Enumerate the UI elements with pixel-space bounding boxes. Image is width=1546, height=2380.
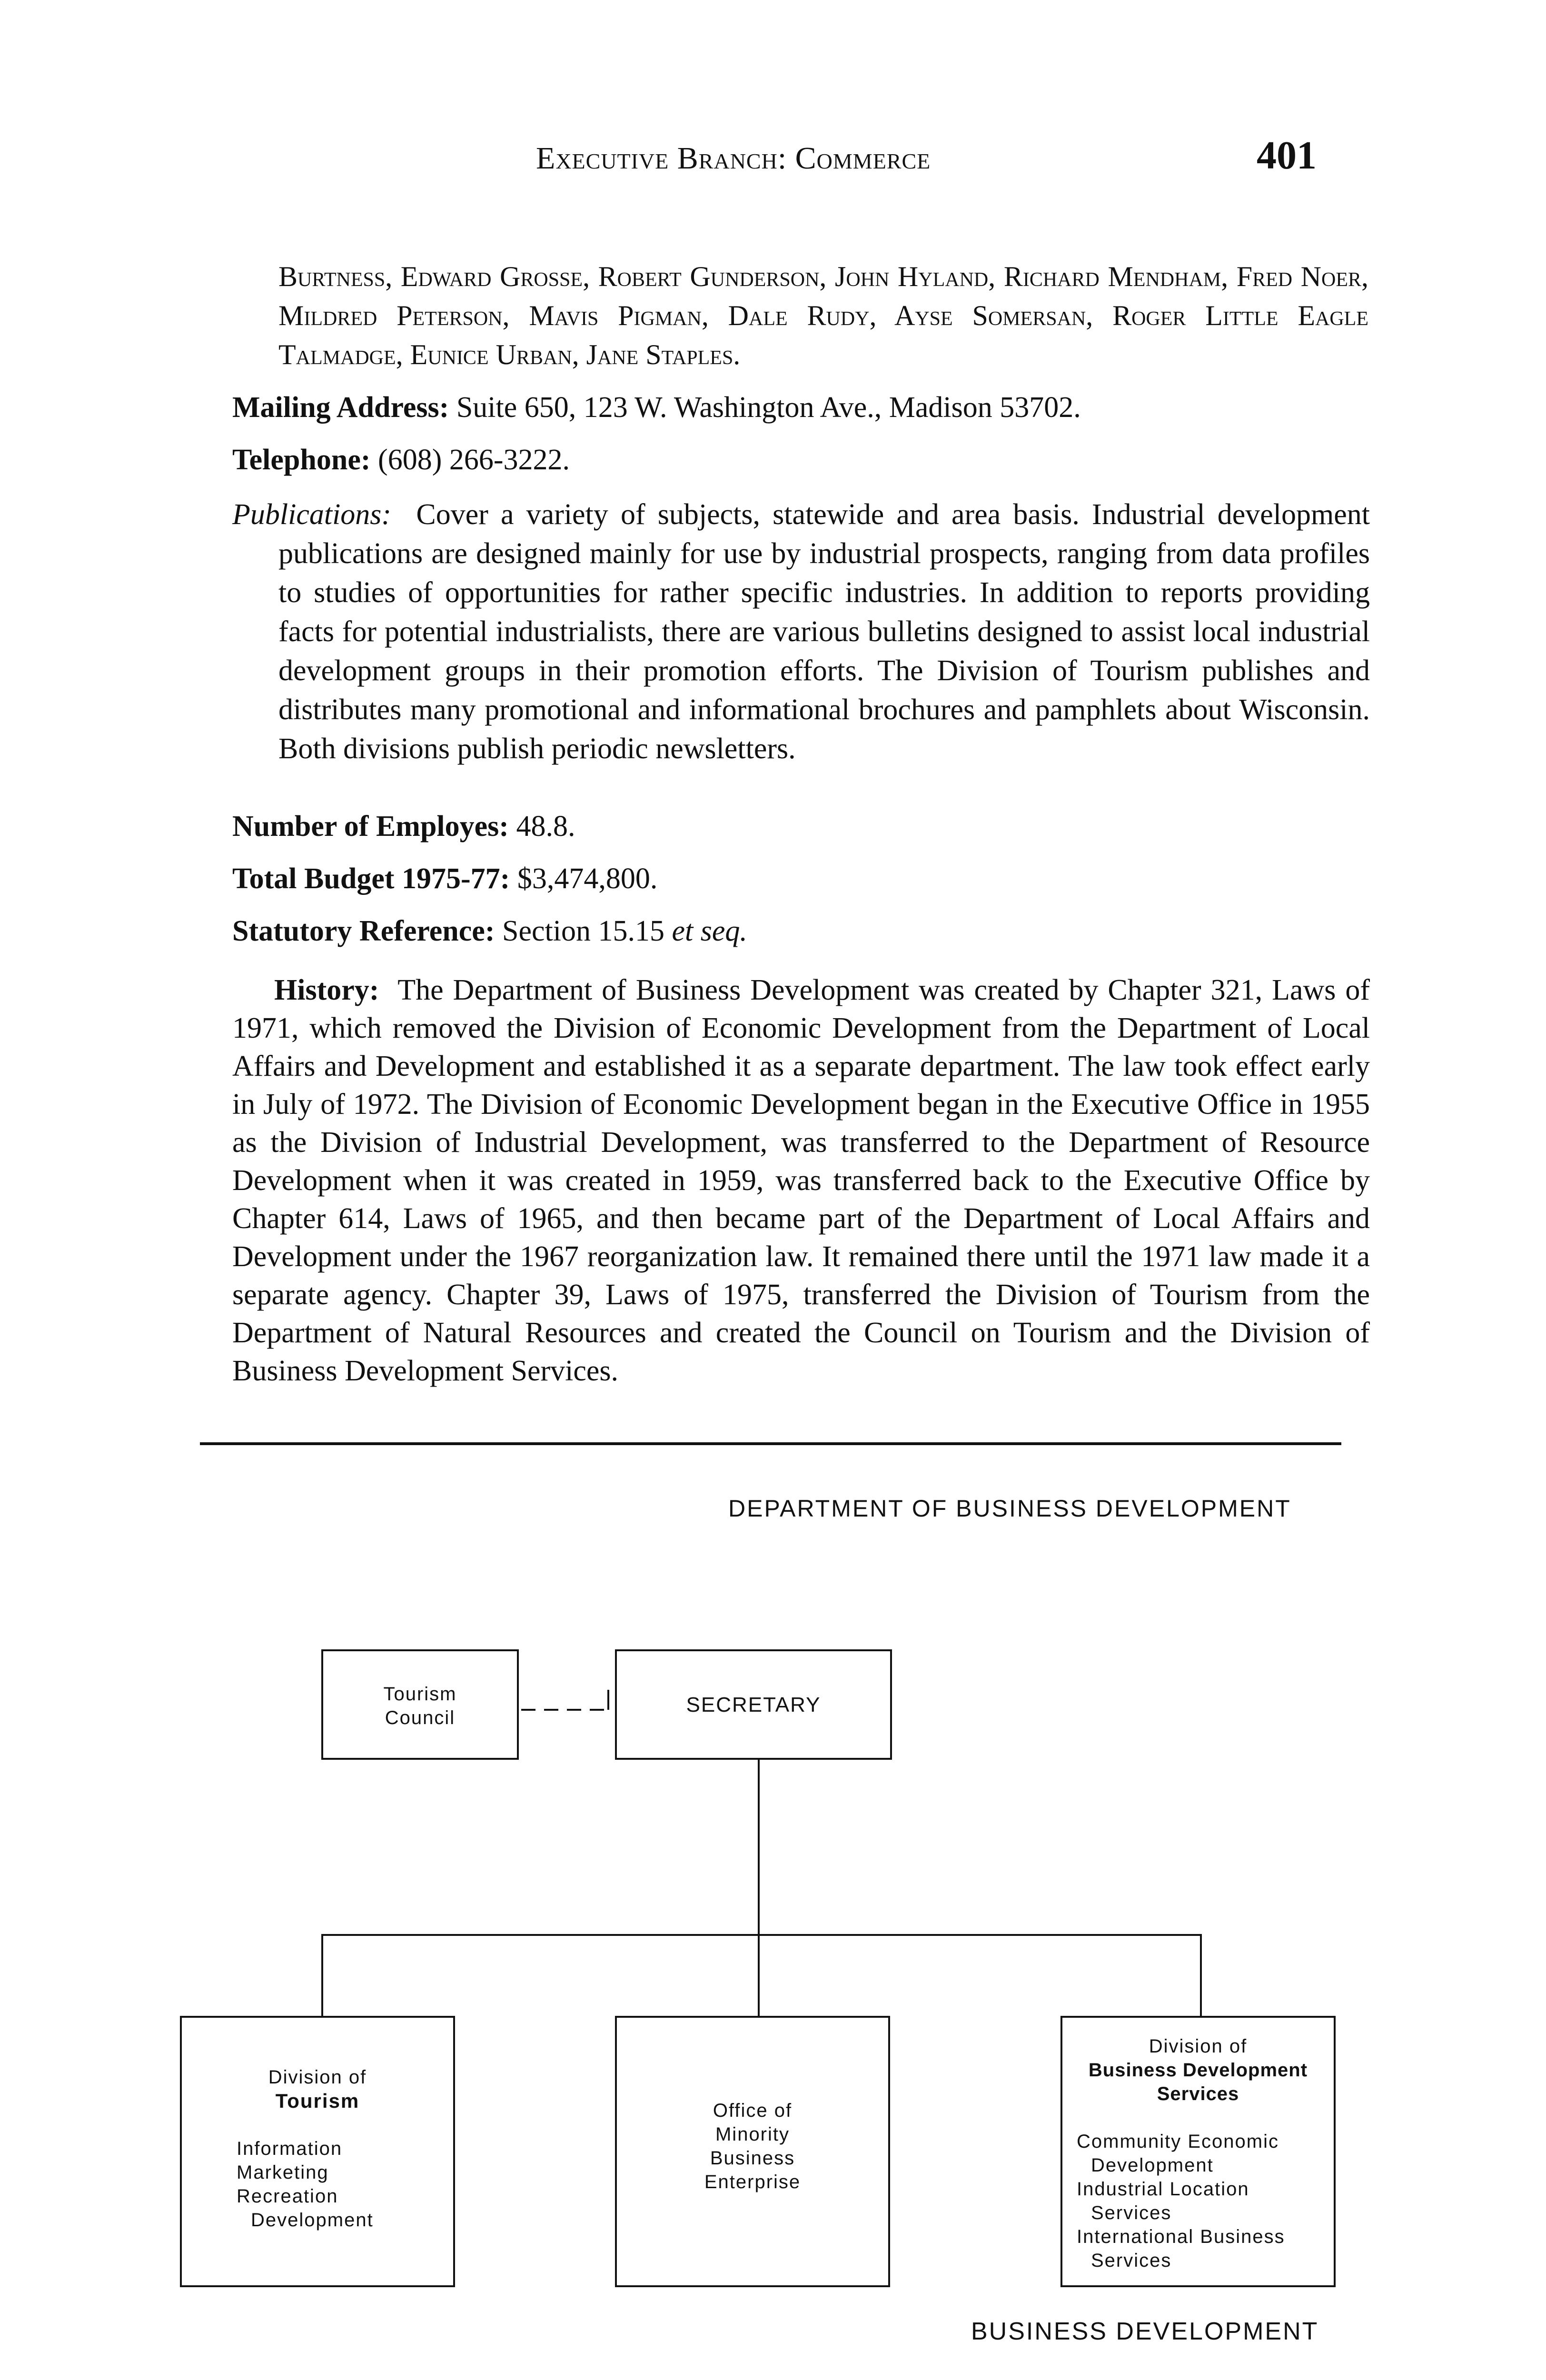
org-chart-title: DEPARTMENT OF BUSINESS DEVELOPMENT (728, 1495, 1291, 1522)
services-item-industrial-location: Industrial Location (1077, 2179, 1249, 2200)
budget-value: $3,474,800. (517, 863, 658, 895)
services-item-services-1: Services (1091, 2202, 1172, 2223)
division-horizontal-connector (321, 1934, 1202, 1936)
tourism-council-box (321, 1649, 519, 1760)
tourism-item-marketing: Marketing (237, 2162, 329, 2183)
secretary-box (615, 1649, 892, 1760)
publications-label: Publications: (232, 498, 392, 531)
tourism-item-development: Development (251, 2210, 374, 2231)
history-label: History: (274, 974, 379, 1006)
tourism-division-box (180, 2016, 455, 2287)
employes-value: 48.8. (516, 810, 575, 843)
total-budget (232, 859, 1370, 898)
council-members-list: Burtness, Edward Grosse, Robert Gunderson, John Hyland, Richard Mendham, Fred Noer, Mildred Peterson, Mavis Pigman, Dale Rudy, Ayse Somersan, Roger Little Eagle Talmadge, Eunice Urban, Jane Staples. (278, 261, 1368, 370)
telephone (232, 440, 1370, 479)
services-item-community-economic: Community Economic (1077, 2131, 1279, 2152)
section-divider (200, 1442, 1341, 1445)
services-division-connector (1200, 1934, 1202, 2016)
minority-office-connector (758, 1934, 760, 2016)
statutory-reference (232, 912, 1370, 951)
mailing-address-value: Suite 650, 123 W. Washington Ave., Madison 53702. (456, 391, 1081, 424)
history (232, 971, 1370, 1390)
minority-office-line-1: Office of (713, 2100, 793, 2121)
minority-office-line-3: Business (710, 2148, 795, 2169)
services-division-label: Division of (1149, 2036, 1248, 2057)
services-item-development: Development (1091, 2155, 1214, 2176)
services-division-box (1060, 2016, 1336, 2287)
page-number: 401 (1257, 133, 1317, 178)
running-head: Executive Branch: Commerce (536, 141, 931, 176)
history-text: The Department of Business Development was created by Chapter 321, Laws of 1971, which removed the Division of Economic Development from the Department of Local Affairs and Development and established it as a separate department. The law took effect early in July of 1972. The Division of Economic Development began in the Executive Office in 1955 as the Division of Industrial Development, was transferred to the Department of Resource Development when it was created in 1959, was transferred back to the Executive Office by Chapter 614, Laws of 1965, and then became part of the Department of Local Affairs and Development under the 1967 reorganization law. It remained there until the 1971 law made it a separate agency. Chapter 39, Laws of 1975, transferred the Division of Tourism from the Department of Natural Resources and created the Council on Tourism and the Division of Business Development Services. (232, 974, 1370, 1387)
mailing-address-label: Mailing Address: (232, 391, 449, 424)
tourism-council-line-1: Tourism (383, 1684, 457, 1705)
secretary-label: SECRETARY (686, 1693, 821, 1716)
advisory-dashed-connector (521, 1709, 607, 1711)
telephone-value: (608) 266-3222. (378, 444, 570, 476)
publications-text: Cover a variety of subjects, statewide and area basis. Industrial development publications are designed mainly for use by industrial prospects, ranging from data profiles to studies of opportunities for rather specific industries. In addition to reports providing facts for potential industrialists, there are various bulletins designed to assist local industrial development groups in their promotion efforts. The Division of Tourism publishes and distributes many promotional and informational brochures and pamphlets about Wisconsin. Both divisions publish periodic newsletters. (278, 498, 1370, 765)
services-item-services-2: Services (1091, 2250, 1172, 2271)
statutory-value: Section 15.15 (502, 915, 664, 947)
minority-office-box (615, 2016, 890, 2287)
minority-office-line-2: Minority (715, 2124, 790, 2145)
minority-office-line-4: Enterprise (704, 2172, 801, 2192)
statutory-label: Statutory Reference: (232, 915, 495, 947)
services-division-name-line-1: Business Development (1088, 2060, 1308, 2081)
budget-label: Total Budget 1975-77: (232, 863, 510, 895)
tourism-council-line-2: Council (385, 1707, 456, 1728)
statutory-value-italic: et seq. (672, 915, 747, 947)
telephone-label: Telephone: (232, 444, 371, 476)
publications (232, 495, 1370, 768)
employes-label: Number of Employes: (232, 810, 509, 843)
tourism-item-recreation: Recreation (237, 2186, 338, 2207)
tourism-division-label: Division of (268, 2067, 367, 2088)
mailing-address (232, 388, 1370, 427)
secretary-vertical-connector (758, 1760, 760, 1934)
services-item-international-business: International Business (1077, 2226, 1285, 2247)
services-division-name-line-2: Services (1157, 2083, 1239, 2104)
org-chart-footer: BUSINESS DEVELOPMENT (971, 2318, 1319, 2345)
dashed-connector-tick (607, 1690, 609, 1710)
tourism-division-name: Tourism (275, 2090, 360, 2112)
tourism-item-information: Information (237, 2138, 343, 2159)
tourism-division-connector (321, 1934, 323, 2016)
number-of-employes (232, 807, 1370, 846)
